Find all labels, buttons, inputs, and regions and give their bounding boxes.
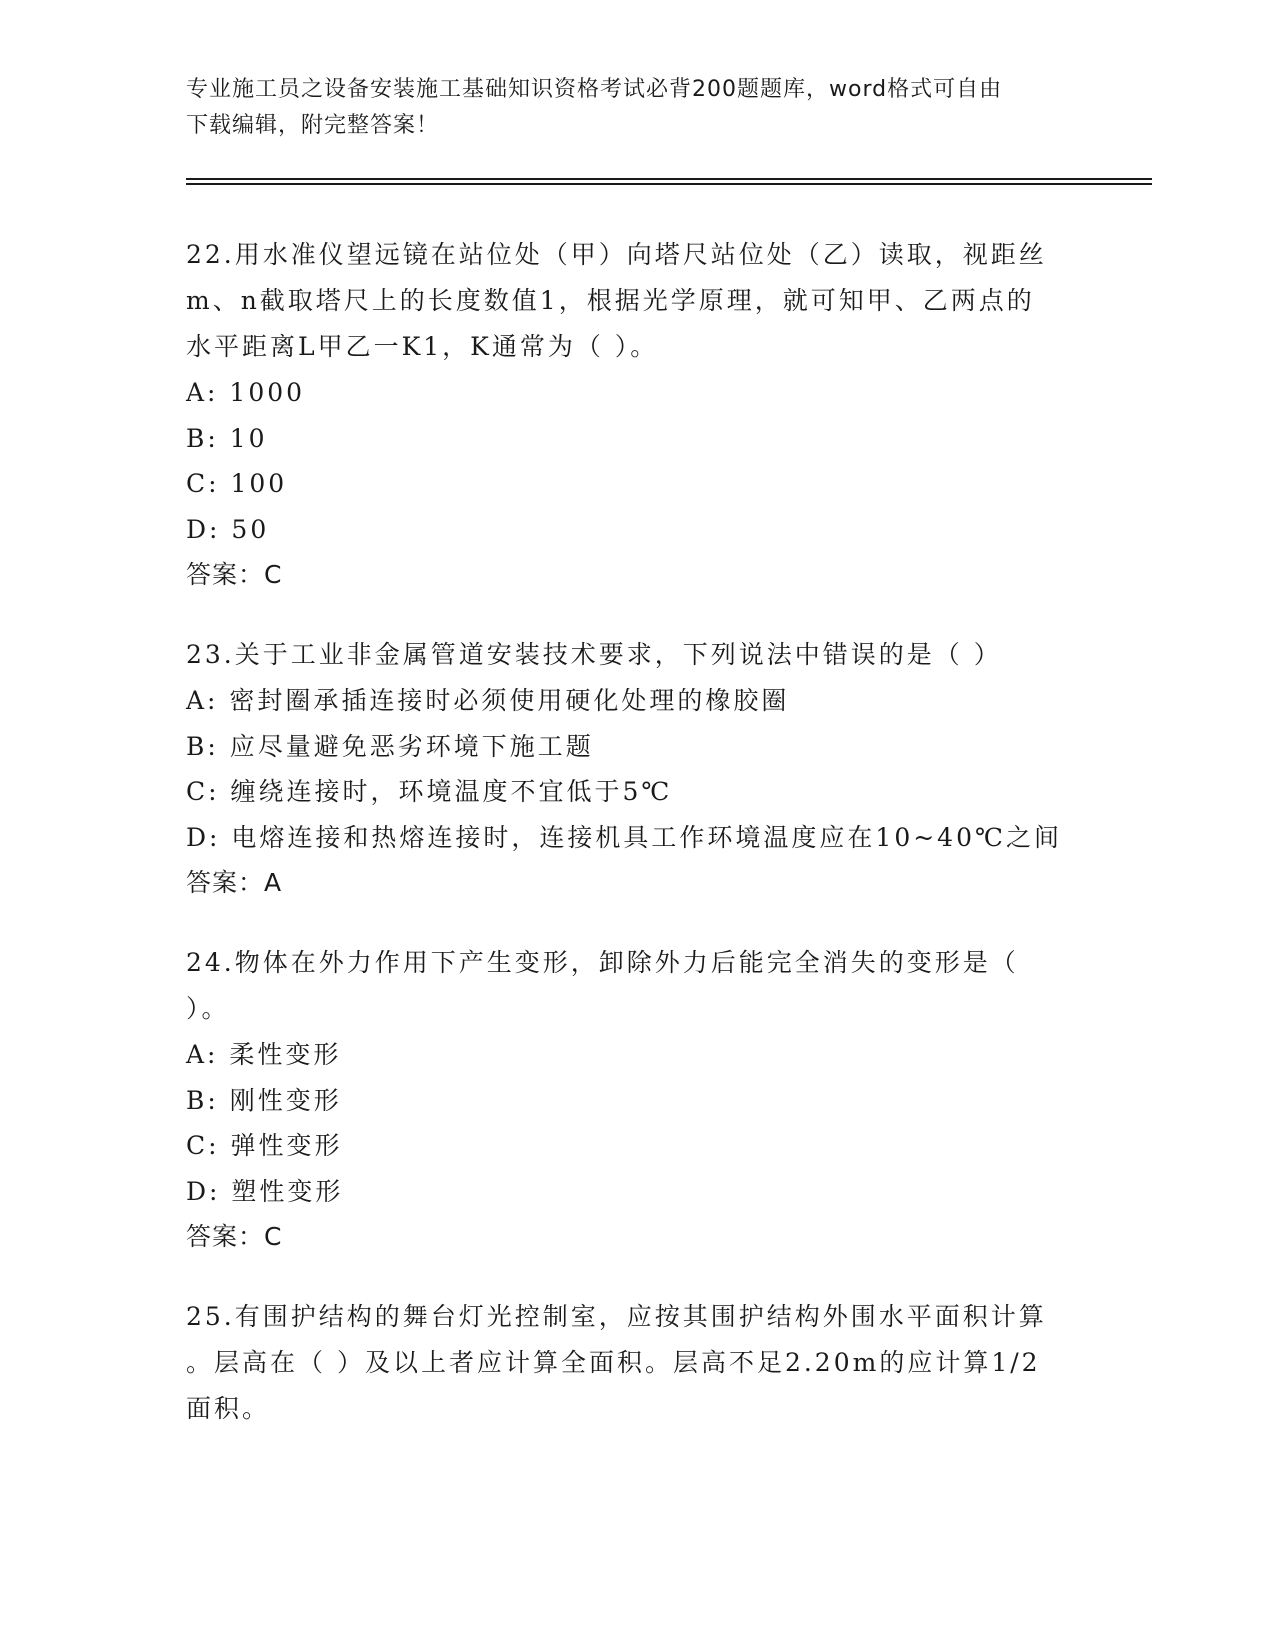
option-d: D: 50 <box>186 514 270 544</box>
question-stem <box>186 632 1086 678</box>
header-divider-bottom <box>186 183 1152 185</box>
question-stem <box>186 1294 1086 1432</box>
option-c: C: 100 <box>186 469 288 498</box>
stem-line: 22.用水准仪望远镜在站位处（甲）向塔尺站位处（乙）读取，视距丝 <box>186 240 1047 269</box>
option-c: C: 弹性变形 <box>186 1131 343 1160</box>
answer-key: 答案：C <box>186 560 283 589</box>
stem-line: 。层高在（ ）及以上者应计算全面积。层高不足2.20m的应计算1/2 <box>186 1348 1041 1377</box>
stem-line: 24.物体在外力作用下产生变形，卸除外力后能完全消失的变形是（ <box>186 948 1019 977</box>
option-a: A: 1000 <box>186 378 306 407</box>
question-list <box>186 232 1086 1466</box>
question-23 <box>186 632 1086 906</box>
question-25 <box>186 1294 1086 1432</box>
option-c: C: 缠绕连接时，环境温度不宜低于5℃ <box>186 777 673 806</box>
question-22 <box>186 232 1086 598</box>
option-d: D: 塑性变形 <box>186 1176 344 1206</box>
question-24 <box>186 940 1086 1260</box>
header-divider-top <box>186 178 1152 180</box>
question-stem <box>186 940 1086 1032</box>
answer-key: 答案：A <box>186 868 283 897</box>
option-a: A: 柔性变形 <box>186 1040 342 1069</box>
answer-key: 答案：C <box>186 1222 283 1251</box>
option-b: B: 刚性变形 <box>186 1085 342 1115</box>
stem-line: ）。 <box>186 994 230 1023</box>
stem-line: 面积。 <box>186 1394 271 1423</box>
stem-line: 23.关于工业非金属管道安装技术要求，下列说法中错误的是（ ） <box>186 640 1002 669</box>
option-d: D: 电熔连接和热熔连接时，连接机具工作环境温度应在10~40℃之间 <box>186 822 1062 852</box>
stem-line: 25.有围护结构的舞台灯光控制室，应按其围护结构外围水平面积计算 <box>186 1302 1047 1331</box>
header-line-1: 专业施工员之设备安装施工基础知识资格考试必背200题题库，word格式可自由 <box>186 77 1003 102</box>
document-header <box>186 72 1086 144</box>
stem-line: 水平距离L甲乙一K1，K通常为（ ）。 <box>186 332 659 361</box>
option-b: B: 10 <box>186 423 268 453</box>
option-b: B: 应尽量避免恶劣环境下施工题 <box>186 731 594 761</box>
header-line-2: 下载编辑，附完整答案！ <box>186 113 440 138</box>
option-a: A: 密封圈承插连接时必须使用硬化处理的橡胶圈 <box>186 686 790 715</box>
question-stem <box>186 232 1086 370</box>
stem-line: m、n截取塔尺上的长度数值1，根据光学原理，就可知甲、乙两点的 <box>186 286 1035 315</box>
